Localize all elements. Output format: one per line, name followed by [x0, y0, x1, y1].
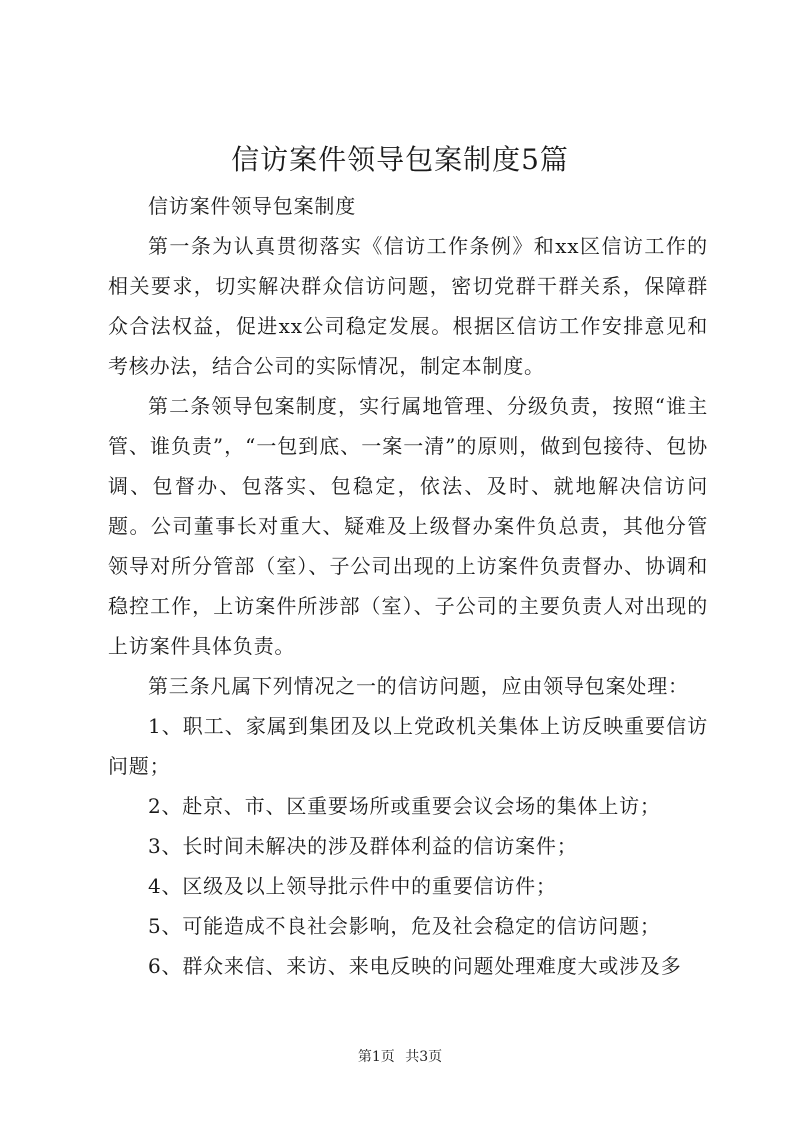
paragraph-article-1: 第一条为认真贯彻落实《信访工作条例》和xx区信访工作的相关要求，切实解决群众信访问题，密切党群干群关系，保障群众合法权益，促进xx公司稳定发展。根据区信访工作安排意见和考核办法，结合公司的实际情况，制定本制度。 [108, 234, 708, 378]
list-item-1: 1、职工、家属到集团及以上党政机关集体上访反映重要信访问题； [108, 714, 708, 778]
list-item-2: 2、赴京、市、区重要场所或重要会议会场的集体上访； [148, 794, 661, 818]
paragraph-article-2: 第二条领导包案制度，实行属地管理、分级负责，按照“谁主管、谁负责”，“一包到底、一案一清”的原则，做到包接待、包协调、包督办、包落实、包稳定，依法、及时、就地解决信访问题。公司董事长对重大、疑难及上级督办案件负总责，其他分管领导对所分管部（室）、子公司出现的上访案件负责督办、协调和稳控工作，上访案件所涉部（室）、子公司的主要负责人对出现的上访案件具体负责。 [108, 394, 708, 658]
page-footer [0, 1047, 800, 1067]
page-number: 第1页 [357, 1049, 395, 1065]
list-item-4: 4、区级及以上领导批示件中的重要信访件； [148, 874, 557, 898]
list-item-3: 3、长时间未解决的涉及群体利益的信访案件； [148, 834, 578, 858]
paragraph-article-3: 第三条凡属下列情况之一的信访问题，应由领导包案处理： [148, 674, 689, 698]
document-title: 信访案件领导包案制度5篇 [231, 143, 569, 176]
list-item-6: 6、群众来信、来访、来电反映的问题处理难度大或涉及多 [148, 954, 682, 978]
list-item-5: 5、可能造成不良社会影响，危及社会稳定的信访问题； [148, 914, 661, 938]
document-body [108, 186, 708, 986]
paragraph-subtitle: 信访案件领导包案制度 [148, 194, 356, 218]
page-total: 共3页 [405, 1049, 443, 1065]
